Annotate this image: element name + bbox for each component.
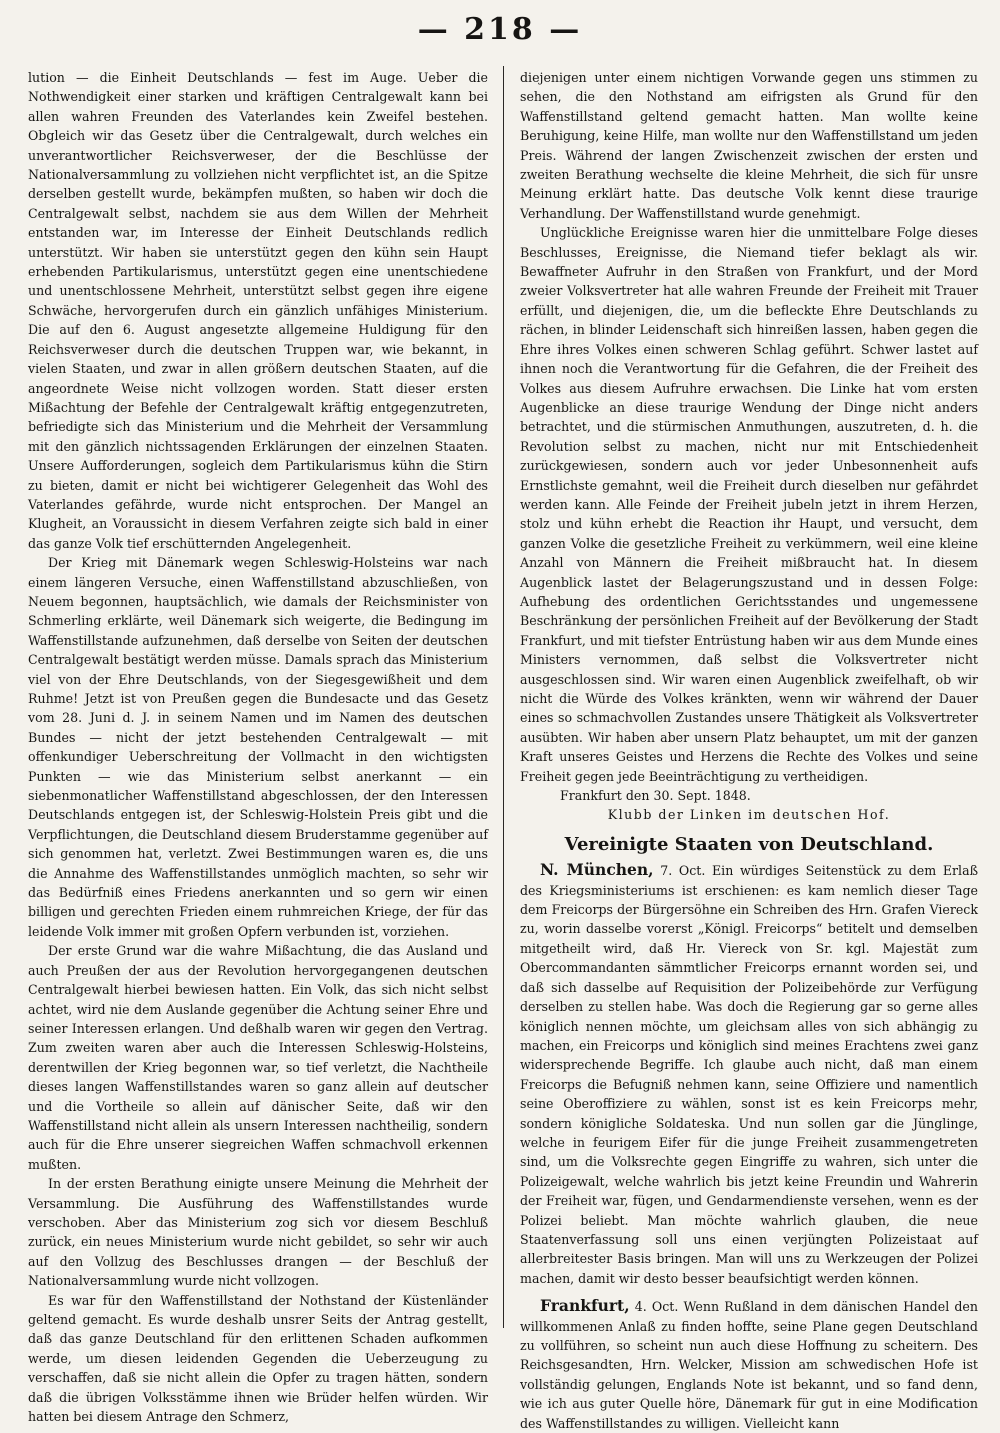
frankfurt-text: 4. Oct. Wenn Rußland in dem dänischen Handel den willkommenen Anlaß zu finden hoffte, seine Plane gegen Deutschland zu vollführen, so scheint nun auch diese Hoffnung zu scheitern. Des Reichsgesandten, Hrn. Welcker, Mission am schwedischen Hofe ist vollständig gelungen, Englands Note ist bekannt, und so fand denn, wie ich aus guter Quelle höre, Dänemark für gut in eine Modification des Waffenstillstandes zu willigen. Vielleicht kann xyxy=(520,1299,978,1431)
paragraph-left-4: In der ersten Berathung einigte unsere Meinung die Mehrheit der Versammlung. Die Ausführung des Waffenstillstandes wurde verschoben. Aber das Ministerium zog sich vor diesem Beschluß zurück, ein neues Ministerium wurde nicht gebildet, so sehr wir auch auf den Vollzug des Beschlusses drangen — der Beschluß der Nationalversammlung wurde nicht vollzogen. xyxy=(28,1176,488,1289)
column-divider xyxy=(503,66,504,1328)
signature-club: Klubb der Linken im deutschen Hof. xyxy=(607,807,891,823)
left-column xyxy=(28,68,488,1425)
paragraph-left-1: lution — die Einheit Deutschlands — fest im Auge. Ueber die Nothwendigkeit einer starken und kräftigen Centralgewalt kann bei allen wahren Freunden des Vaterlandes kein Zweifel bestehen. Obgleich wir das Gesetz über die Centralgewalt, durch welches ein unverantwortlicher Reichsverweser, der die Beschlüsse der Nationalversammlung zu vollziehen nicht verpflichtet ist, an die Spitze derselben gestellt wurde, bekämpfen mußten, so haben wir doch die Centralgewalt selbst, nachdem sie aus dem Willen der Mehrheit entstanden war, im Interesse der Einheit Deutschlands redlich unterstützt. Wir haben sie unterstützt gegen den kühn sein Haupt erhebenden Partikularismus, unterstützt gegen eine unentschiedene und unentschlossene Mehrheit, unterstützt selbst gegen ihre eigene Schwäche, hervorgerufen durch ein gänzlich unfähiges Ministerium. Die auf den 6. August angesetzte allgemeine Huldigung für den Reichsverweser durch die deutschen Truppen war, wie bekannt, in vielen Staaten, und zwar in allen größern deutschen Staaten, auf die angeordnete Weise nicht vollzogen worden. Statt dieser ersten Mißachtung der Befehle der Centralgewalt kräftig entgegenzutreten, befriedigte sich das Ministerium und die Mehrheit der Versammlung mit den gänzlich nichtssagenden Erklärungen der einzelnen Staaten. Unsere Aufforderungen, sogleich dem Partikularismus kühn die Stirn zu bieten, damit er nicht bei wichtigerer Gelegenheit das Wohl des Vaterlandes gefährde, wurde nicht entsprochen. Der Mangel an Klugheit, an Voraussicht in diesem Verfahren zeigte sich bald in einer das ganze Volk tief erschütternden Angelegenheit. xyxy=(28,70,488,551)
right-column xyxy=(520,68,978,1431)
frankfurt-dateline: Frankfurt, xyxy=(540,1296,630,1316)
paragraph-left-5: Es war für den Waffenstillstand der Nothstand der Küstenländer geltend gemacht. Es wurde deshalb unsrer Seits der Antrag gestellt, daß das ganze Deutschland für den erlittenen Schaden aufkommen werde, um diesen leidenden Gegenden die Ueberzeugung zu verschaffen, daß sie nicht allein die Opfer zu tragen hätten, sondern daß die übrigen Volksstämme ihnen wie Brüder helfen würden. Wir hatten bei diesem Antrage den Schmerz, xyxy=(28,1292,488,1425)
article-frankfurt xyxy=(520,1296,978,1433)
paragraph-right-2: Unglückliche Ereignisse waren hier die unmittelbare Folge dieses Beschlusses, Ereignisse, die Niemand tiefer beklagt als wir. Bewaffneter Aufruhr in den Straßen von Frankfurt, und der Mord zweier Volksvertreter hat alle wahren Freunde der Freiheit mit Trauer erfüllt, und diejenigen, die, um die befleckte Ehre Deutschlands zu rächen, in blinder Leidenschaft sich hinreißen lassen, haben gegen die Ehre ihres Volkes einen schweren Schlag geführt. Schwer lastet auf ihnen noch die Verantwortung für die Gefahren, die der Freiheit des Volkes aus diesem Aufruhre erwachsen. Die Linke hat vom ersten Augenblicke an diese traurige Wendung der Dinge nicht anders betrachtet, und die stürmischen Anmuthungen, auszutreten, d. h. die Revolution selbst zu machen, nicht nur mit Entschiedenheit zurückgewiesen, sondern auch vor jeder Unbesonnenheit aufs Ernstlichste gemahnt, weil die Freiheit durch dieselben nur gefährdet werden kann. Alle Feinde der Freiheit jubeln jetzt in ihrem Herzen, stolz und kühn erhebt die Reaction ihr Haupt, und versucht, dem ganzen Volke die gesetzliche Freiheit zu verkümmern, weil eine kleine Anzahl von Männern die Freiheit mißbraucht hat. In diesem Augenblick lastet der Belagerungszustand und in dessen Folge: Aufhebung des ordentlichen Gerichtsstandes und ungemessene Beschränkung der persönlichen Freiheit auf der Bevölkerung der Stadt Frankfurt, und mit tiefster Entrüstung haben wir aus dem Munde eines Ministers vernommen, daß selbst die Volksvertreter nicht ausgeschlossen sind. Wir waren einen Augenblick zweifelhaft, ob wir nicht die Würde des Volkes kränkten, wenn wir während der Dauer eines so schmachvollen Zustandes unsere Thätigkeit als Volksvertreter ausübten. Wir haben aber unsern Platz behauptet, um mit der ganzen Kraft unseres Geistes und Herzens die Rechte des Volkes und seine Freiheit gegen jede Beeinträchtigung zu vertheidigen. xyxy=(520,225,978,784)
section-heading: Vereinigte Staaten von Deutschland. xyxy=(564,833,934,855)
paragraph-left-3: Der erste Grund war die wahre Mißachtung, die das Ausland und auch Preußen der aus der Revolution hervorgegangenen deutschen Centralgewalt hierbei bewiesen hatten. Ein Volk, das sich nicht selbst achtet, wird nie dem Auslande gegenüber die Achtung seiner Ehre und seiner Interessen erlangen. Und deßhalb waren wir gegen den Vertrag. Zum zweiten waren aber auch die Interessen Schleswig-Holsteins, derentwillen der Krieg begonnen war, so tief verletzt, die Nachtheile dieses langen Waffenstillstandes waren so ganz allein auf deutscher und die Vortheile so allein auf dänischer Seite, daß wir den Waffenstillstand nicht allein als unsern Interessen nachtheilig, sondern auch für die Ehre unserer siegreichen Waffen schmachvoll erkennen mußten. xyxy=(28,943,488,1172)
paragraph-right-1: diejenigen unter einem nichtigen Vorwande gegen uns stimmen zu sehen, die den Nothstand am eifrigsten als Grund für den Waffenstillstand geltend gemacht hatten. Man wollte keine Beruhigung, keine Hilfe, man wollte nur den Waffenstillstand um jeden Preis. Während der langen Zwischenzeit zwischen der ersten und zweiten Berathung wechselte die kleine Mehrheit, die sich für unsre Meinung erklärt hatte. Das deutsche Volk kennt diese traurige Verhandlung. Der Waffenstillstand wurde genehmigt. xyxy=(520,70,978,221)
article-munich xyxy=(520,860,978,1288)
page-number: — 218 — xyxy=(417,12,583,47)
munich-dateline: N. München, xyxy=(540,860,654,880)
signature-date: Frankfurt den 30. Sept. 1848. xyxy=(560,788,751,804)
munich-text: 7. Oct. Ein würdiges Seitenstück zu dem Erlaß des Kriegsministeriums ist erschienen: es kam nemlich dieser Tage dem Freicorps der Bürgersöhne ein Schreiben des Hrn. Grafen Viereck zu, worin dasselbe vorerst „Königl. Freicorps“ betitelt und demselben mitgetheilt wird, daß Hr. Viereck von Sr. kgl. Majestät zum Obercommandanten sämmtlicher Freicorps ernannt worden sei, und daß sich dasselbe auf Requisition der Polizeibehörde zur Verfügung derselben zu stellen habe. Was doch die Regierung gar so gerne alles königlich nennen möchte, um gleichsam alles von sich abhängig zu machen, ein Freicorps und königlich sind meines Erachtens zwei ganz widersprechende Begriffe. Ich glaube auch nicht, daß man einem Freicorps die Befugniß nehmen kann, seine Offiziere und namentlich seine Oberoffiziere zu wählen, sonst ist es kein Freicorps mehr, sondern königliche Soldateska. Und nun sollen gar die Jünglinge, welche in feurigem Eifer für die junge Freiheit zusammengetreten sind, um die Volksrechte gegen Eingriffe zu wahren, sich unter die Polizeigewalt, welche wahrlich bis jetzt keine Freundin und Wahrerin der Freiheit war, fügen, und Gendarmendienste versehen, wenn es der Polizei beliebt. Man möchte wahrlich glauben, die neue Staatenverfassung soll uns einen verjüngten Polizeistaat auf allerbreitester Basis bringen. Man will uns zu Werkzeugen der Polizei machen, damit wir desto besser beaufsichtigt werden können. xyxy=(520,863,978,1286)
paragraph-left-2: Der Krieg mit Dänemark wegen Schleswig-Holsteins war nach einem längeren Versuche, einen Waffenstillstand abzuschließen, von Neuem begonnen, hauptsächlich, wie damals der Reichsminister von Schmerling erklärte, weil Dänemark sich weigerte, die Bedingung im Waffenstillstande aufzunehmen, daß derselbe von Seiten der deutschen Centralgewalt bestätigt werden müsse. Damals sprach das Ministerium viel von der Ehre Deutschlands, von der Siegesgewißheit und dem Ruhme! Jetzt ist von Preußen gegen die Bundesacte und das Gesetz vom 28. Juni d. J. in seinem Namen und im Namen des deutschen Bundes — nicht der jetzt bestehenden Centralgewalt — mit offenkundiger Ueberschreitung der Vollmacht in den wichtigsten Punkten — wie das Ministerium selbst anerkannt — ein siebenmonatlicher Waffenstillstand abgeschlossen, der den Interessen Deutschlands entgegen ist, der Schleswig-Holstein Preis gibt und die Verpflichtungen, die Deutschland diesem Bruderstamme gegenüber auf sich genommen hat, verletzt. Zwei Bestimmungen waren es, die uns die Annahme des Waffenstillstandes unmöglich machten, so sehr wir das Bedürfniß eines Friedens anerkannten und so gern wir einen billigen und gerechten Frieden einem ruhmreichen Kriege, der für das leidende Volk immer mit großen Opfern verbunden ist, vorziehen. xyxy=(28,555,488,939)
